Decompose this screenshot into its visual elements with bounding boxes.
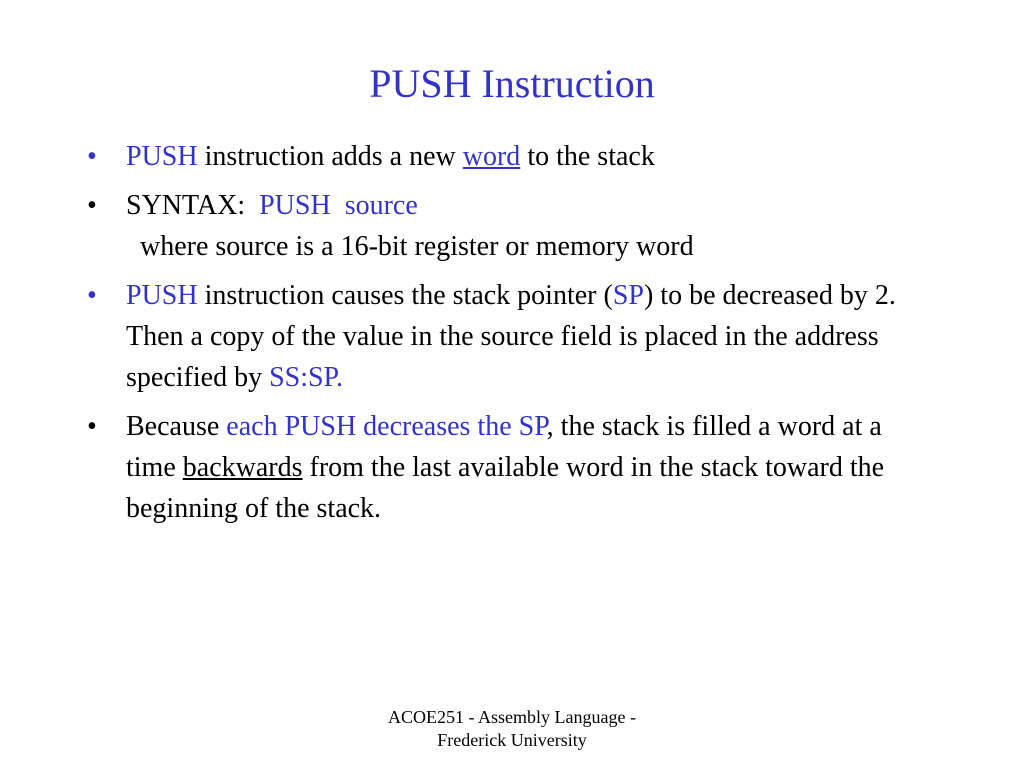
ss-sp-address: SS:SP. (269, 362, 344, 393)
bullet-text: ) to be decreased by 2. Then a copy of the value in the source field is placed in the address specified by (126, 280, 896, 393)
syntax-label: SYNTAX: (126, 190, 246, 221)
push-keyword: PUSH (126, 280, 198, 311)
highlight-text: each PUSH decreases the SP (226, 411, 547, 442)
bullet-text: , the stack is filled a word at a time (126, 411, 882, 483)
bullet-marker: • (87, 141, 97, 172)
bullet-text: Because (126, 411, 227, 442)
bullet-text: instruction adds a new (197, 141, 463, 172)
bullet-item-because (0, 406, 916, 529)
bullet-marker: • (87, 190, 97, 221)
bullet-text: to the stack (520, 141, 655, 172)
word-link[interactable]: word (462, 141, 521, 172)
bullet-marker: • (87, 280, 97, 311)
footer-line-1: ACOE251 - Assembly Language - (388, 707, 636, 727)
bullet-item-push-adds-word (0, 136, 916, 177)
push-keyword: PUSH (259, 190, 331, 221)
slide-footer (362, 706, 662, 752)
syntax-note: where source is a 16-bit register or memory word (140, 231, 694, 262)
bullet-text: instruction causes the stack pointer ( (197, 280, 613, 311)
bullet-item-push-sp (0, 275, 916, 398)
bullet-marker: • (87, 411, 97, 442)
backwards-text: backwards (182, 452, 303, 483)
footer-line-2: Frederick University (437, 730, 587, 750)
source-operand: source (344, 190, 418, 221)
bullet-text: from the last available word in the stack toward the beginning of the stack. (126, 452, 885, 524)
slide-body (0, 136, 1024, 537)
bullet-item-syntax (0, 185, 916, 226)
slide-title: PUSH Instruction (369, 61, 655, 106)
sp-register: SP (612, 280, 644, 311)
push-keyword: PUSH (126, 141, 198, 172)
